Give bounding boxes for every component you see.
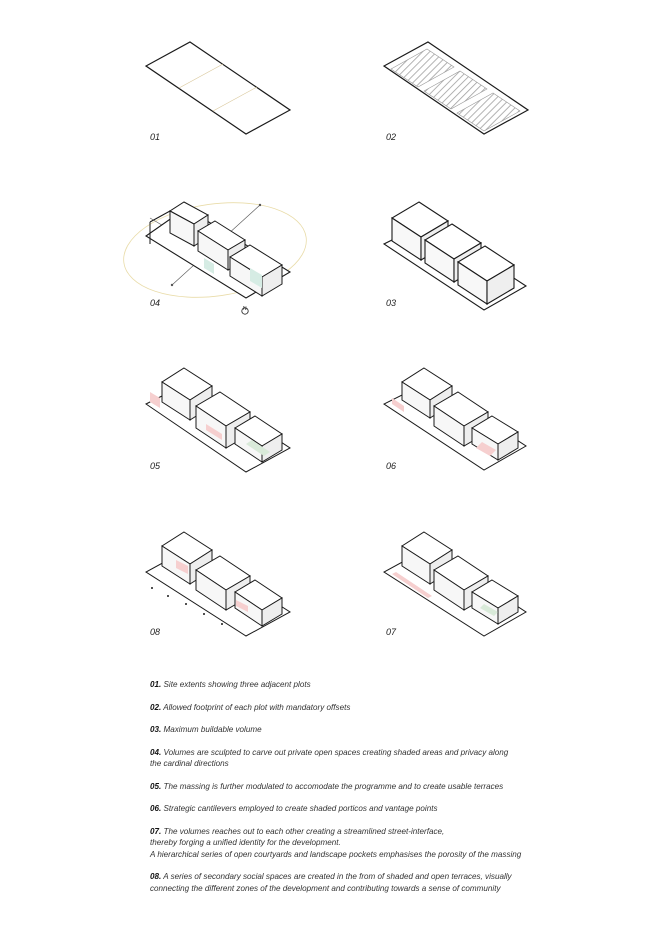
- note-text: thereby forging a unified identity for the development.: [150, 838, 341, 847]
- note-01: [150, 679, 570, 691]
- note-text: A hierarchical series of open courtyards and landscape pockets emphasises the porosity of the massing: [150, 849, 522, 859]
- panel-label-01: 01: [150, 132, 161, 142]
- panel-label-08: 08: [150, 627, 161, 637]
- note-number: 08.: [150, 872, 162, 881]
- panel-label-03: 03: [386, 298, 397, 308]
- diagram-07-street-interface: [384, 532, 526, 636]
- diagram-03-maximum-volume: [384, 202, 526, 310]
- note-03: [150, 724, 570, 736]
- panel-label-05: 05: [150, 461, 161, 471]
- note-text: The massing is further modulated to accomodate the programme and to create usable terraces: [163, 781, 504, 791]
- note-number: 01.: [150, 680, 162, 689]
- diagram-05-terraces: [146, 368, 290, 472]
- note-08: [150, 871, 570, 894]
- note-text: Site extents showing three adjacent plots: [163, 680, 311, 689]
- diagram-08-social-spaces: [146, 532, 290, 636]
- note-04: [150, 747, 570, 770]
- note-number: 07.: [150, 826, 162, 836]
- note-number: 04.: [150, 747, 162, 757]
- panel-label-07: 07: [386, 627, 397, 637]
- diagram-04-sculpted: [117, 192, 312, 315]
- note-text: The volumes reaches out to each other creating a streamlined street-interface,: [163, 826, 445, 836]
- diagram-02-footprint: [384, 42, 528, 134]
- note-text: connecting the different zones of the development and contributing towards a sense of community: [150, 883, 501, 893]
- compass-label: N: [243, 306, 247, 312]
- note-number: 05.: [150, 781, 162, 791]
- note-text: the cardinal directions: [150, 759, 229, 768]
- panel-label-02: 02: [386, 132, 397, 142]
- diagram-01-site-extents: [146, 42, 290, 134]
- panel-label-04: 04: [150, 298, 161, 308]
- note-text: Maximum buildable volume: [163, 725, 262, 734]
- diagram-06-cantilevers: [384, 368, 526, 470]
- note-07: [150, 826, 570, 861]
- note-06: [150, 803, 570, 815]
- note-text: Strategic cantilevers employed to create shaded porticos and vantage points: [163, 804, 438, 813]
- note-05: [150, 781, 570, 793]
- note-number: 06.: [150, 804, 162, 813]
- panel-label-06: 06: [386, 461, 397, 471]
- note-number: 02.: [150, 702, 162, 712]
- note-text: Allowed footprint of each plot with mandatory offsets: [163, 702, 351, 712]
- note-number: 03.: [150, 725, 162, 734]
- note-text: Volumes are sculpted to carve out private open spaces creating shaded areas and privacy along: [163, 747, 509, 757]
- note-text: A series of secondary social spaces are created in the from of shaded and open terraces, visually: [163, 872, 512, 881]
- note-02: [150, 702, 570, 714]
- notes-list: [150, 679, 570, 905]
